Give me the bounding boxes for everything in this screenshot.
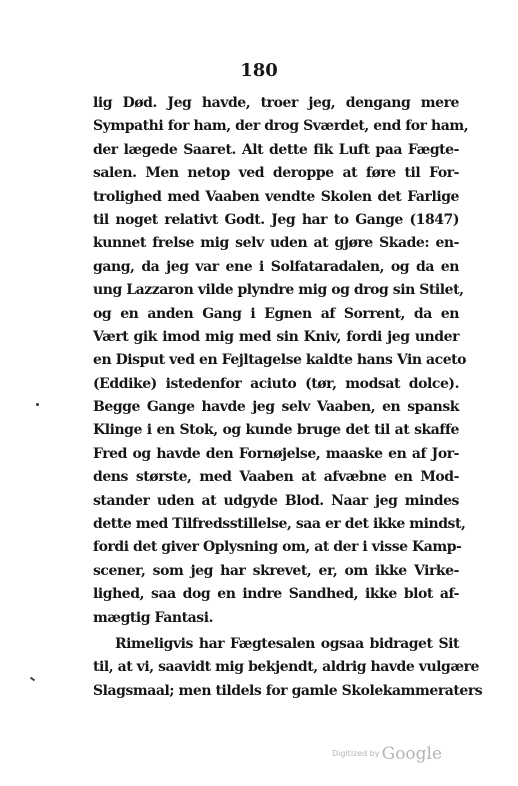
- margin-tick-mark: [30, 677, 35, 682]
- page-number: 180: [240, 60, 278, 81]
- watermark-brand: Google: [381, 743, 443, 764]
- text-line: dens største, med Vaaben at afvæbne en Mod-: [93, 469, 459, 486]
- text-line: fordi det giver Oplysning om, at der i visse Kamp-: [93, 539, 462, 556]
- text-line: Fred og havde den Fornøjelse, maaske en af Jor-: [93, 445, 459, 462]
- text-line: kunnet frelse mig selv uden at gjøre Skade: en-: [93, 235, 459, 252]
- text-line: Slagsmaal; men tildels for gamle Skolekammeraters: [93, 682, 483, 699]
- text-line: lighed, saa dog en indre Sandhed, ikke blot af-: [93, 586, 459, 603]
- digitized-watermark: [332, 743, 452, 767]
- text-line: gang, da jeg var ene i Solfataradalen, og da en: [93, 258, 459, 275]
- text-line: Rimeligvis har Fægtesalen ogsaa bidraget Sit: [115, 635, 459, 652]
- text-line: scener, som jeg har skrevet, er, om ikke Virke-: [93, 562, 459, 579]
- text-line: og en anden Gang i Egnen af Sorrent, da en: [93, 305, 459, 322]
- text-line: mægtig Fantasi.: [93, 609, 213, 626]
- text-line: Vært gik imod mig med sin Kniv, fordi jeg under: [93, 328, 459, 345]
- text-line: ung Lazzaron vilde plyndre mig og drog sin Stilet,: [93, 282, 464, 299]
- text-line: der lægede Saaret. Alt dette fik Luft paa Fægte-: [93, 141, 459, 158]
- text-line: dette med Tilfredsstillelse, saa er det ikke mindst,: [93, 516, 466, 533]
- text-line: trolighed med Vaaben vendte Skolen det Farlige: [93, 188, 459, 205]
- text-line: lig Død. Jeg havde, troer jeg, dengang mere: [93, 95, 459, 111]
- text-line: til, at vi, saavidt mig bekjendt, aldrig havde vulgære: [93, 659, 479, 676]
- text-line: Begge Gange havde jeg selv Vaaben, en spansk: [93, 399, 459, 416]
- text-line: (Eddike) istedenfor aciuto (tør, modsat dolce).: [93, 375, 459, 392]
- text-line: til noget relativt Godt. Jeg har to Gange (1847): [93, 211, 459, 228]
- text-line: en Disput ved en Fejltagelse kaldte hans Vin aceto: [93, 352, 467, 369]
- watermark-prefix: Digitized by: [332, 749, 380, 758]
- text-line: salen. Men netop ved deroppe at føre til For-: [93, 165, 459, 182]
- text-line: Klinge i en Stok, og kunde bruge det til at skaffe: [93, 422, 459, 439]
- text-line: stander uden at udgyde Blod. Naar jeg mindes: [93, 492, 459, 509]
- text-line: Sympathi for ham, der drog Sværdet, end for ham,: [93, 118, 469, 135]
- body-text: [93, 92, 483, 703]
- margin-dot-mark: [36, 403, 39, 406]
